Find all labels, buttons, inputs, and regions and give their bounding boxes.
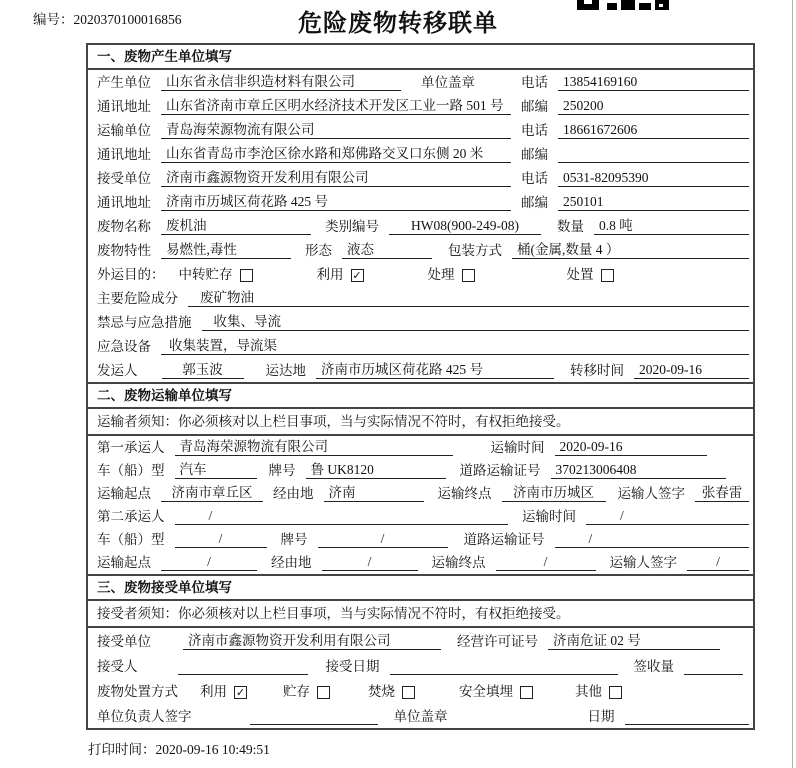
row-waste-character bbox=[88, 238, 753, 262]
label-receive-unit: 接受单位 bbox=[97, 634, 151, 649]
value-plate-1: 鲁 UK8120 bbox=[306, 462, 446, 479]
section-receiver-title: 三、废物接受单位填写 bbox=[88, 576, 753, 601]
value-transporter-zip bbox=[558, 147, 749, 163]
label-transfer-time: 转移时间 bbox=[570, 363, 624, 378]
option-label: 处理 bbox=[427, 267, 455, 282]
section-transporter bbox=[88, 382, 753, 574]
label-plate: 牌号 bbox=[280, 532, 308, 547]
value-endpoint-2: / bbox=[496, 554, 596, 571]
label-zip: 邮编 bbox=[521, 147, 548, 162]
label-disposal-method: 废物处置方式 bbox=[97, 684, 178, 699]
checkbox-transfer-storage bbox=[240, 269, 253, 282]
value-recipient bbox=[178, 659, 308, 675]
label-plate: 牌号 bbox=[268, 463, 296, 478]
option-disposal-reuse bbox=[200, 684, 247, 700]
row-taboo bbox=[88, 310, 753, 334]
row-second-carrier bbox=[88, 505, 753, 528]
value-vehicle-type-1: 汽车 bbox=[175, 462, 257, 479]
option-label: 中转贮存 bbox=[178, 267, 233, 282]
value-receiver-address: 济南市历城区荷花路 425 号 bbox=[161, 194, 511, 211]
value-equipment: 收集装置，导流渠 bbox=[161, 338, 749, 355]
value-taboo: 收集、导流 bbox=[202, 314, 750, 331]
label-taboo: 禁忌与应急措施 bbox=[97, 315, 192, 330]
value-waste-name: 废机油 bbox=[161, 218, 311, 235]
label-category: 类别编号 bbox=[325, 219, 379, 234]
checkbox-disposal-storage bbox=[317, 686, 330, 699]
receiver-notice: 接受者须知：你必须核对以上栏目事项，当与实际情况不符时，有权拒绝接受。 bbox=[88, 601, 753, 628]
row-equipment bbox=[88, 334, 753, 358]
value-signed-amount bbox=[684, 659, 743, 675]
checkbox-disposal-incinerate bbox=[402, 686, 415, 699]
value-plate-2: / bbox=[318, 531, 448, 548]
label-phone: 电话 bbox=[521, 75, 548, 90]
label-receive-date: 接受日期 bbox=[325, 659, 380, 674]
value-producer: 山东省永信非织造材料有限公司 bbox=[161, 74, 401, 91]
row-chief-signature bbox=[88, 703, 753, 728]
value-via-1: 济南 bbox=[324, 485, 424, 502]
print-time-value: 2020-09-16 10:49:51 bbox=[155, 742, 270, 757]
value-origin-1: 济南市章丘区 bbox=[161, 485, 263, 502]
label-endpoint: 运输终点 bbox=[437, 486, 492, 501]
option-treat bbox=[428, 267, 475, 283]
value-via-2: / bbox=[322, 554, 418, 571]
row-route-2 bbox=[88, 551, 753, 574]
value-first-transport-time: 2020-09-16 bbox=[555, 439, 707, 456]
section-producer bbox=[88, 45, 753, 382]
value-transporter: 青岛海荣源物流有限公司 bbox=[161, 122, 511, 139]
manifest-form bbox=[86, 43, 755, 758]
row-transporter-address bbox=[88, 142, 753, 166]
option-label: 贮存 bbox=[283, 684, 310, 699]
checkbox-disposal-landfill bbox=[520, 686, 533, 699]
value-transfer-time: 2020-09-16 bbox=[634, 362, 749, 379]
label-phone: 电话 bbox=[521, 123, 548, 138]
label-second-carrier: 第二承运人 bbox=[97, 509, 165, 524]
row-producer bbox=[88, 70, 753, 94]
label-quantity: 数量 bbox=[557, 219, 584, 234]
value-producer-address: 山东省济南市章丘区明水经济技术开发区工业一路 501 号 bbox=[161, 98, 511, 115]
row-vehicle-1 bbox=[88, 459, 753, 482]
value-character: 易燃性,毒性 bbox=[161, 242, 291, 259]
label-road-permit: 道路运输证号 bbox=[463, 532, 545, 547]
value-form: 液态 bbox=[342, 242, 432, 259]
value-date bbox=[625, 709, 750, 725]
value-first-carrier: 青岛海荣源物流有限公司 bbox=[175, 439, 453, 456]
qr-code-fragment bbox=[577, 0, 669, 10]
value-receive-date bbox=[390, 659, 618, 675]
label-address: 通讯地址 bbox=[97, 99, 151, 114]
row-waste-name bbox=[88, 214, 753, 238]
value-producer-zip: 250200 bbox=[558, 98, 749, 115]
label-producer: 产生单位 bbox=[97, 75, 151, 90]
row-purpose bbox=[88, 262, 753, 286]
page-title: 危险废物转移联单 bbox=[298, 11, 498, 37]
row-receive-unit bbox=[88, 628, 753, 653]
option-label: 安全填埋 bbox=[459, 684, 513, 699]
row-vehicle-2 bbox=[88, 528, 753, 551]
checkbox-treat bbox=[462, 269, 475, 282]
section-producer-title: 一、废物产生单位填写 bbox=[88, 45, 753, 70]
label-via: 经由地 bbox=[271, 555, 312, 570]
label-origin: 运输起点 bbox=[97, 486, 151, 501]
label-packing: 包装方式 bbox=[448, 243, 502, 258]
label-transport-time: 运输时间 bbox=[522, 509, 576, 524]
option-label: 其他 bbox=[575, 684, 602, 699]
label-shipper: 发运人 bbox=[97, 363, 138, 378]
label-vehicle-type: 车（船）型 bbox=[97, 463, 165, 478]
value-second-transport-time: / bbox=[586, 508, 749, 525]
label-license: 经营许可证号 bbox=[457, 634, 538, 649]
label-zip: 邮编 bbox=[521, 99, 548, 114]
row-producer-address bbox=[88, 94, 753, 118]
label-origin: 运输起点 bbox=[97, 555, 151, 570]
option-reuse bbox=[317, 267, 364, 283]
print-time-label: 打印时间： bbox=[88, 742, 156, 757]
label-chief-signature: 单位负责人签字 bbox=[97, 709, 192, 724]
label-address: 通讯地址 bbox=[97, 147, 151, 162]
value-category: HW08(900-249-08) bbox=[389, 218, 541, 235]
value-packing: 桶(金属,数量 4 ） bbox=[512, 242, 749, 259]
option-disposal-landfill bbox=[459, 684, 533, 700]
value-receiver: 济南市鑫源物资开发利用有限公司 bbox=[161, 170, 511, 187]
section-receiver bbox=[88, 574, 753, 728]
value-second-carrier: / bbox=[175, 508, 509, 525]
row-receiver bbox=[88, 166, 753, 190]
label-carrier-sign: 运输人签字 bbox=[617, 486, 685, 501]
label-transporter: 运输单位 bbox=[97, 123, 151, 138]
label-receiver: 接受单位 bbox=[97, 171, 151, 186]
checkbox-disposal-other bbox=[609, 686, 622, 699]
row-route-1 bbox=[88, 482, 753, 505]
serial-label: 编号： bbox=[33, 12, 74, 27]
row-shipper bbox=[88, 358, 753, 382]
label-hazard: 主要危险成分 bbox=[97, 291, 178, 306]
value-vehicle-type-2: / bbox=[175, 531, 267, 548]
label-endpoint: 运输终点 bbox=[431, 555, 486, 570]
row-first-carrier bbox=[88, 436, 753, 459]
option-disposal-incinerate bbox=[368, 684, 415, 700]
label-phone: 电话 bbox=[521, 171, 548, 186]
label-address: 通讯地址 bbox=[97, 195, 151, 210]
transporter-notice: 运输者须知：你必须核对以上栏目事项，当与实际情况不符时，有权拒绝接受。 bbox=[88, 409, 753, 436]
option-label: 焚烧 bbox=[368, 684, 395, 699]
value-receiver-phone: 0531-82095390 bbox=[558, 170, 749, 187]
label-purpose: 外运目的： bbox=[97, 267, 165, 282]
value-producer-phone: 13854169160 bbox=[558, 74, 749, 91]
option-disposal-other bbox=[575, 684, 622, 700]
option-label: 利用 bbox=[316, 267, 344, 282]
label-equipment: 应急设备 bbox=[97, 339, 151, 354]
row-transporter bbox=[88, 118, 753, 142]
value-transporter-address: 山东省青岛市李沧区徐水路和郑佛路交叉口东侧 20 米 bbox=[161, 146, 511, 163]
value-chief-signature bbox=[250, 709, 378, 725]
option-label: 处置 bbox=[566, 267, 594, 282]
label-carrier-sign: 运输人签字 bbox=[609, 555, 677, 570]
value-quantity: 0.8 吨 bbox=[594, 218, 749, 235]
label-signed-amount: 签收量 bbox=[633, 659, 674, 674]
label-unit-seal: 单位盖章 bbox=[421, 75, 475, 90]
print-time bbox=[88, 738, 755, 758]
checkbox-dispose bbox=[601, 269, 614, 282]
value-hazard: 废矿物油 bbox=[188, 290, 749, 307]
value-shipper: 郭玉波 bbox=[162, 362, 244, 379]
section-transporter-title: 二、废物运输单位填写 bbox=[88, 384, 753, 409]
checkbox-disposal-reuse: ✓ bbox=[235, 685, 246, 699]
label-via: 经由地 bbox=[273, 486, 314, 501]
option-disposal-storage bbox=[283, 684, 330, 700]
value-receive-unit: 济南市鑫源物资开发利用有限公司 bbox=[183, 633, 441, 650]
option-dispose bbox=[567, 267, 614, 283]
label-destination: 运达地 bbox=[265, 363, 306, 378]
row-disposal-method bbox=[88, 678, 753, 703]
label-character: 废物特性 bbox=[97, 243, 151, 258]
value-origin-2: / bbox=[161, 554, 257, 571]
value-endpoint-1: 济南市历城区 bbox=[502, 485, 606, 502]
label-first-carrier: 第一承运人 bbox=[97, 440, 165, 455]
label-unit-seal: 单位盖章 bbox=[393, 709, 448, 724]
label-form: 形态 bbox=[305, 243, 332, 258]
value-receiver-zip: 250101 bbox=[558, 194, 749, 211]
value-carrier-sign-2: / bbox=[687, 554, 749, 571]
option-transfer-storage bbox=[179, 267, 253, 283]
serial-value: 2020370100016856 bbox=[73, 12, 182, 27]
row-receiver-address bbox=[88, 190, 753, 214]
label-recipient: 接受人 bbox=[97, 659, 138, 674]
value-license: 济南危证 02 号 bbox=[548, 633, 720, 650]
page-right-edge-line bbox=[792, 0, 793, 768]
value-road-permit-2: / bbox=[555, 531, 750, 548]
label-zip: 邮编 bbox=[521, 195, 548, 210]
label-transport-time: 运输时间 bbox=[490, 440, 545, 455]
option-label: 利用 bbox=[200, 684, 227, 699]
value-road-permit-1: 370213006408 bbox=[551, 462, 726, 479]
label-date: 日期 bbox=[587, 709, 615, 724]
row-recipient bbox=[88, 653, 753, 678]
value-transporter-phone: 18661672606 bbox=[558, 122, 749, 139]
value-carrier-sign-1: 张春雷 bbox=[695, 485, 749, 502]
checkbox-reuse: ✓ bbox=[352, 268, 362, 282]
form-table bbox=[86, 43, 755, 730]
value-destination: 济南市历城区荷花路 425 号 bbox=[316, 362, 554, 379]
row-hazard bbox=[88, 286, 753, 310]
label-road-permit: 道路运输证号 bbox=[459, 463, 541, 478]
label-waste-name: 废物名称 bbox=[97, 219, 151, 234]
label-vehicle-type: 车（船）型 bbox=[97, 532, 165, 547]
